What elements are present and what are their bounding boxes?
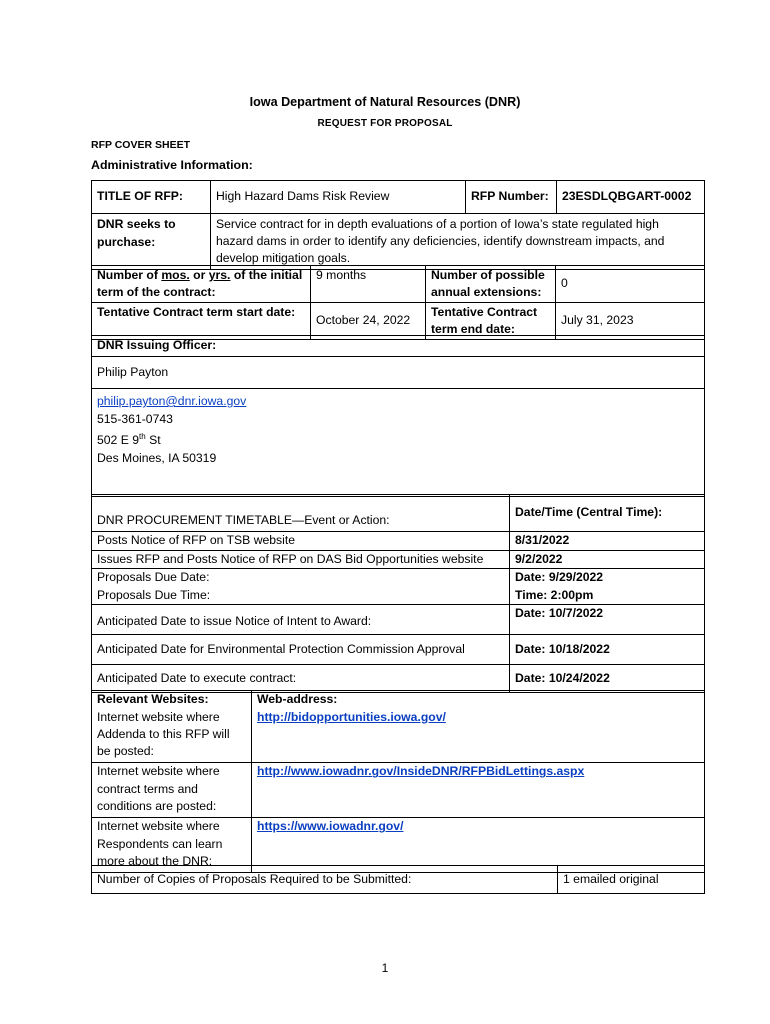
timetable-date: 8/31/2022 <box>510 532 705 551</box>
rfp-number-value: 23ESDLQBGART-0002 <box>557 181 705 214</box>
cover-sheet-heading: RFP COVER SHEET <box>91 139 190 151</box>
copies-value: 1 emailed original <box>558 866 705 894</box>
officer-phone: 515-361-0743 <box>97 411 173 426</box>
term-label: Number of mos. or yrs. of the initial term of the contract: <box>92 266 311 303</box>
website-row-label: Internet website where Respondents can learn more about the DNR: <box>92 818 252 873</box>
officer-table <box>91 335 705 497</box>
timetable-date: Date: 9/29/2022 Time: 2:00pm <box>510 569 705 605</box>
rfp-number-label: RFP Number: <box>466 181 557 214</box>
iowadnr-link[interactable]: https://www.iowadnr.gov/ <box>257 819 404 834</box>
timetable-event-header: DNR PROCUREMENT TIMETABLE—Event or Action: <box>92 495 510 532</box>
timetable-row: Anticipated Date to issue Notice of Intent to Award: <box>92 605 510 635</box>
website-row-label: Internet website where Addenda to this RFP will be posted: <box>92 709 252 763</box>
timetable-table <box>91 494 705 693</box>
officer-email-link[interactable]: philip.payton@dnr.iowa.gov <box>97 394 247 408</box>
websites-table <box>91 690 705 873</box>
timetable-row: Proposals Due Date: Proposals Due Time: <box>92 569 510 605</box>
start-label: Tentative Contract term start date: <box>92 303 311 340</box>
officer-name: Philip Payton <box>92 357 705 389</box>
seeks-label: DNR seeks to purchase: <box>92 214 211 270</box>
timetable-row: Anticipated Date to execute contract: <box>92 665 510 693</box>
timetable-row: Posts Notice of RFP on TSB website <box>92 532 510 551</box>
end-label: Tentative Contract term end date: <box>426 303 556 340</box>
website-row-url <box>252 709 705 763</box>
rfp-title-table <box>91 180 705 270</box>
title-value: High Hazard Dams Risk Review <box>211 181 466 214</box>
timetable-date: 9/2/2022 <box>510 550 705 569</box>
timetable-row: Anticipated Date for Environmental Protection Commission Approval <box>92 635 510 665</box>
officer-label: DNR Issuing Officer: <box>92 336 705 357</box>
timetable-date: Date: 10/7/2022 <box>510 605 705 635</box>
term-value: 9 months <box>311 266 426 303</box>
websites-addr-header: Web-address: <box>252 691 705 709</box>
timetable-date-header: Date/Time (Central Time): <box>510 495 705 532</box>
timetable-date: Date: 10/24/2022 <box>510 665 705 693</box>
page-number: 1 <box>381 961 389 975</box>
website-row-label: Internet website where contract terms and conditions are posted: <box>92 763 252 818</box>
seeks-value: Service contract for in depth evaluations of a portion of Iowa’s state regulated high hazard dams in order to identify any deficiencies, identify downstream impacts, and develop mitigation goals. <box>211 214 705 270</box>
extensions-label: Number of possible annual extensions: <box>426 266 556 303</box>
bid-opportunities-link[interactable]: http://bidopportunities.iowa.gov/ <box>257 709 446 724</box>
copies-table <box>91 865 705 894</box>
contract-terms-table <box>91 265 705 340</box>
officer-city: Des Moines, IA 50319 <box>97 450 217 465</box>
officer-street: 502 E 9th St <box>97 432 161 448</box>
rfp-bid-lettings-link[interactable]: http://www.iowadnr.gov/InsideDNR/RFPBidLettings.aspx <box>257 764 585 779</box>
timetable-date: Date: 10/18/2022 <box>510 635 705 665</box>
timetable-row: Issues RFP and Posts Notice of RFP on DAS Bid Opportunities website <box>92 550 510 569</box>
page-title: Iowa Department of Natural Resources (DNR) <box>249 95 521 109</box>
website-row-url <box>252 763 705 818</box>
page-subtitle: REQUEST FOR PROPOSAL <box>317 118 453 129</box>
copies-label: Number of Copies of Proposals Required to be Submitted: <box>92 866 558 894</box>
start-value: October 24, 2022 <box>311 303 426 340</box>
admin-info-heading: Administrative Information: <box>91 158 253 172</box>
officer-contact <box>92 389 705 497</box>
end-value: July 31, 2023 <box>556 303 705 340</box>
title-label: TITLE OF RFP: <box>92 181 211 214</box>
extensions-value: 0 <box>556 266 705 303</box>
websites-label-header: Relevant Websites: <box>92 691 252 709</box>
